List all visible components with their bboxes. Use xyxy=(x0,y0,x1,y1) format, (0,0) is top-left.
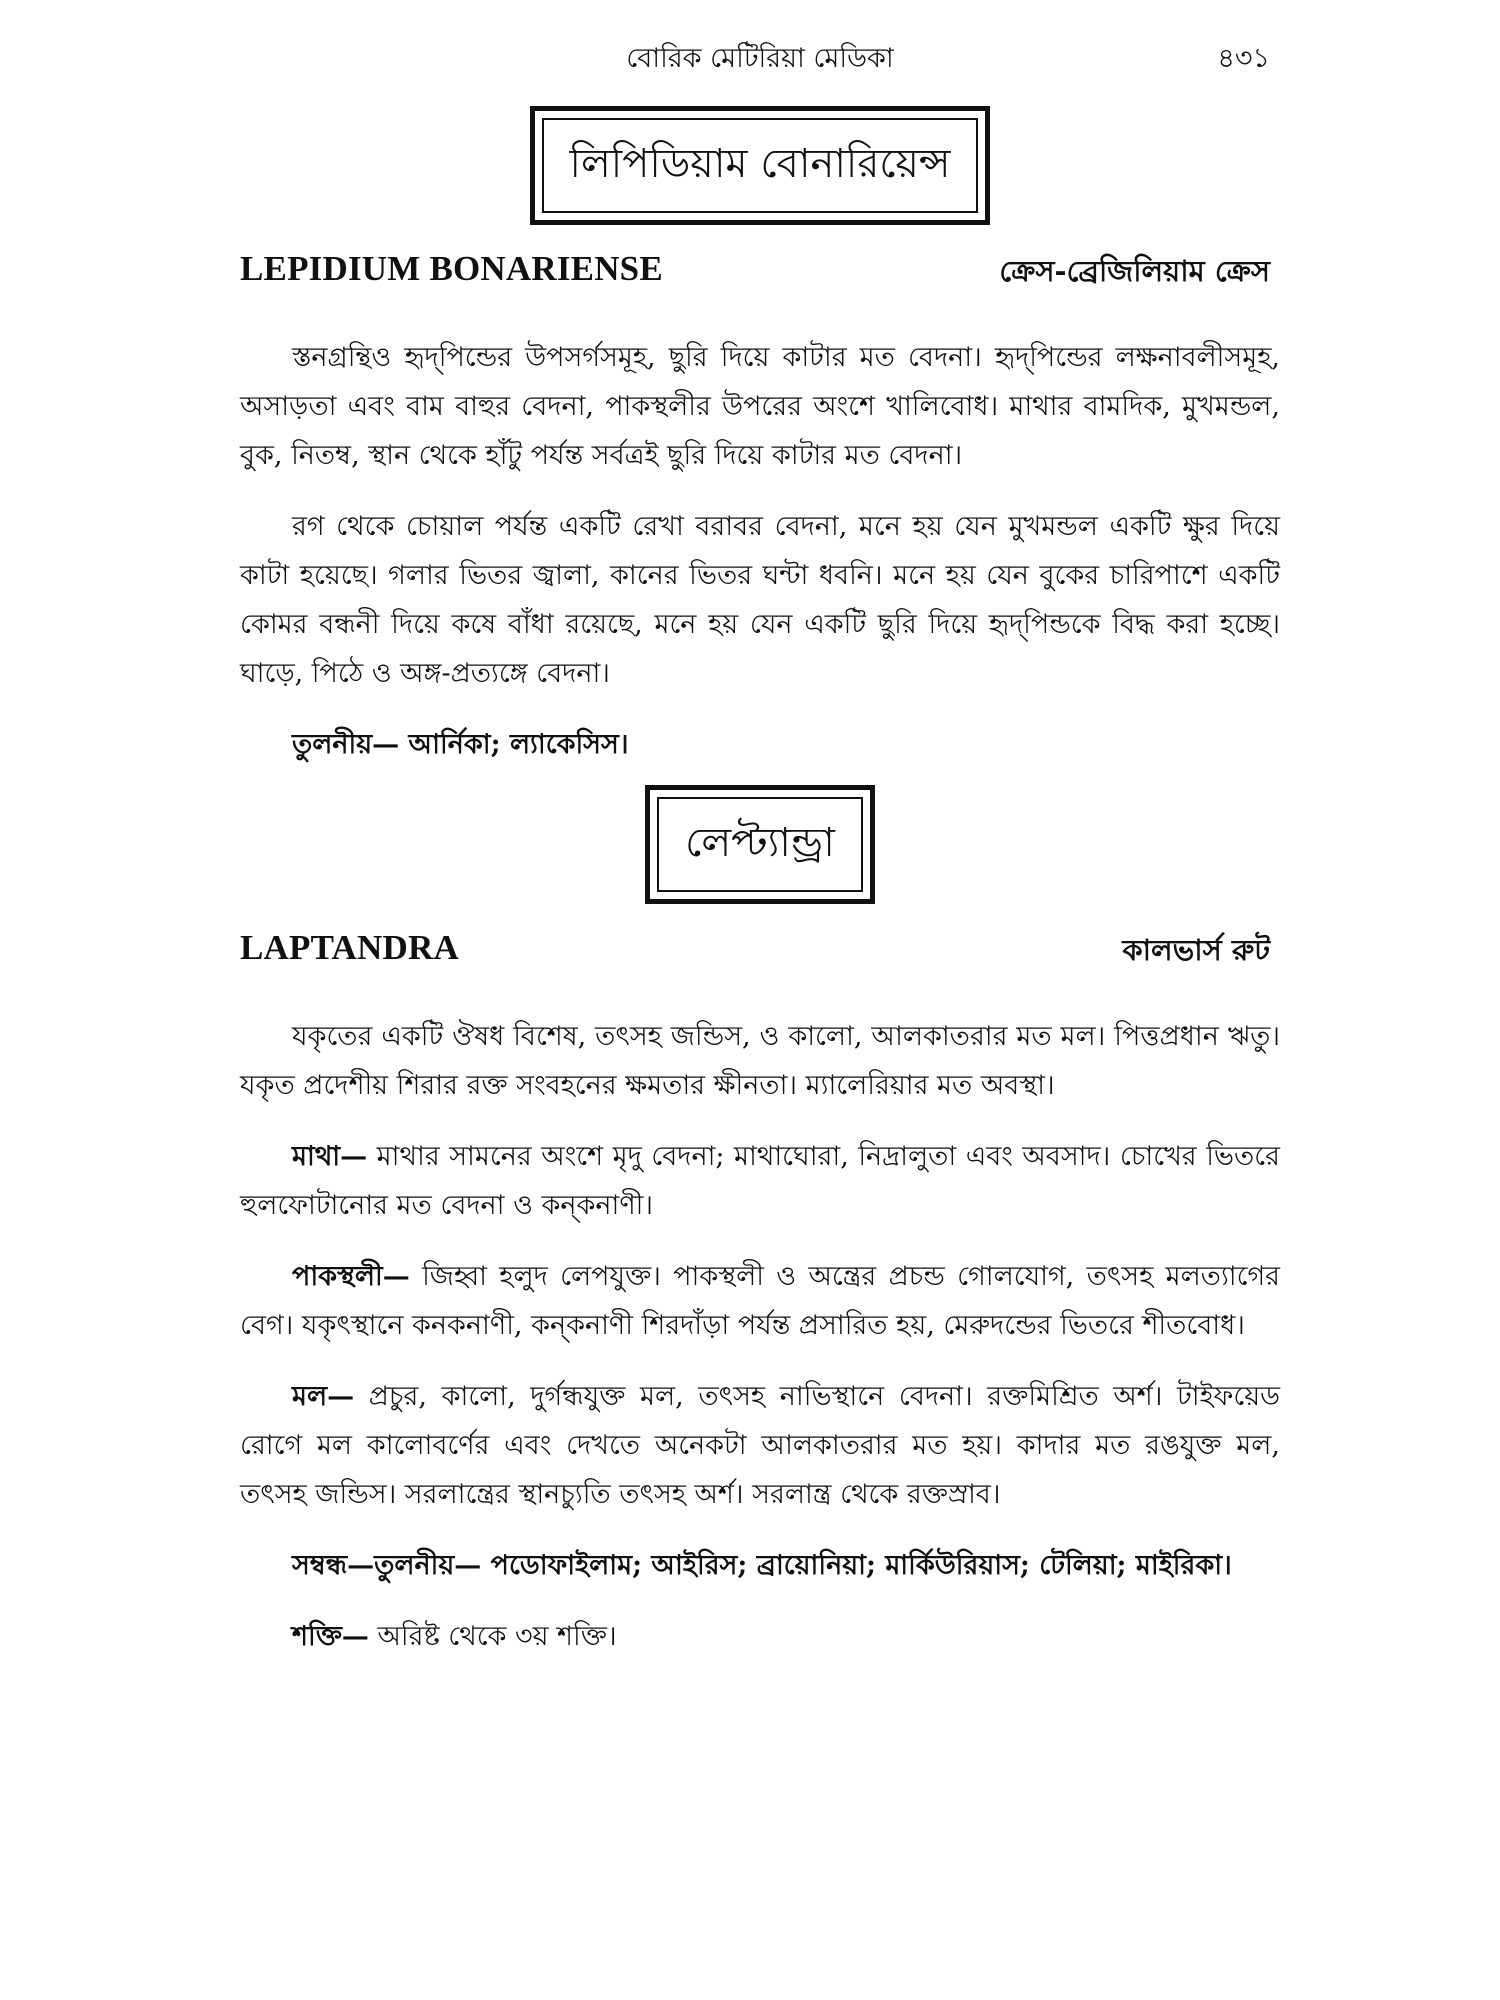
paragraph-text: জিহ্বা হলুদ লেপযুক্ত। পাকস্থলী ও অন্ত্রের প্রচন্ড গোলযোগ, তৎসহ মলত্যাগের বেগ। যকৃৎস্থানে কনকনাণী, কন্‌কনাণী শিরদাঁড়া পর্যন্ত প্রসারিত হয়, মেরুদন্ডের ভিতরে শীতবোধ। xyxy=(240,1261,1280,1341)
latin-name: LAPTANDRA xyxy=(240,928,459,967)
name-row xyxy=(240,922,1280,978)
name-row xyxy=(240,243,1280,299)
paragraph-text: প্রচুর, কালো, দুর্গন্ধযুক্ত মল, তৎসহ নাভিস্থানে বেদনা। রক্তমিশ্রিত অর্শ। টাইফয়েড রোগে মল কালোবর্ণের এবং দেখতে অনেকটা আলকাতরার মত হয়। কাদার মত রঙযুক্ত মল, তৎসহ জন্ডিস। সরলান্ত্রের স্থানচ্যুতি তৎসহ অর্শ। সরলান্ত্র থেকে রক্তস্রাব। xyxy=(240,1381,1280,1510)
page xyxy=(240,30,1280,1970)
boxed-heading xyxy=(645,785,875,904)
paragraph xyxy=(240,333,1280,480)
common-name: কালভার্স রুট xyxy=(1122,933,1270,967)
paragraph-text: মাথার সামনের অংশে মৃদু বেদনা; মাথাঘোরা, নিদ্রালুতা এবং অবসাদ। চোখের ভিতরে হুলফোটানোর মত বেদনা ও কন্‌কনাণী। xyxy=(240,1141,1280,1221)
boxed-heading-title: লিপিডিয়াম বোনারিয়েন্স xyxy=(542,118,979,213)
paragraph xyxy=(240,1372,1280,1519)
latin-name: LEPIDIUM BONARIENSE xyxy=(240,249,663,288)
common-name: ক্রেস-ব্রেজিলিয়াম ক্রেস xyxy=(999,254,1270,288)
boxed-heading xyxy=(530,106,991,225)
paragraph xyxy=(240,1132,1280,1230)
running-header xyxy=(240,30,1280,90)
paragraph xyxy=(240,720,1280,769)
paragraph-lead: পাকস্থলী— xyxy=(292,1261,410,1292)
running-title: বোরিক মেটিরিয়া মেডিকা xyxy=(626,43,894,74)
monograph-section xyxy=(240,785,1280,1661)
paragraph xyxy=(240,1612,1280,1661)
boxed-heading-title: লেপ্ট্যান্ড্রা xyxy=(657,797,863,892)
paragraph-text: রগ থেকে চোয়াল পর্যন্ত একটি রেখা বরাবর বেদনা, মনে হয় যেন মুখমন্ডল একটি ক্ষুর দিয়ে কাটা হয়েছে। গলার ভিতর জ্বালা, কানের ভিতর ঘন্টা ধবনি। মনে হয় যেন বুকের চারিপাশে একটি কোমর বন্ধনী দিয়ে কষে বাঁধা রয়েছে, মনে হয় যেন একটি ছুরি দিয়ে হৃদ্‌পিন্ডকে বিদ্ধ করা হচ্ছে। ঘাড়ে, পিঠে ও অঙ্গ-প্রত্যঙ্গে বেদনা। xyxy=(240,511,1280,689)
page-number: ৪৩১ xyxy=(1217,43,1270,74)
paragraph xyxy=(240,1541,1280,1590)
paragraph-lead: মাথা— xyxy=(292,1141,368,1172)
paragraph-lead: সম্বন্ধ—তুলনীয়— পডোফাইলাম; আইরিস; ব্রায়োনিয়া; মার্কিউরিয়াস; টেলিয়া; মাইরিকা। xyxy=(292,1550,1232,1581)
paragraph xyxy=(240,502,1280,698)
paragraph-lead: শক্তি— xyxy=(292,1621,369,1652)
paragraph-text: অরিষ্ট থেকে ৩য় শক্তি। xyxy=(368,1621,617,1652)
paragraph-text: যকৃতের একটি ঔষধ বিশেষ, তৎসহ জন্ডিস, ও কালো, আলকাতরার মত মল। পিত্তপ্রধান ঋতু। যকৃত প্রদেশীয় শিরার রক্ত সংবহনের ক্ষমতার ক্ষীনতা। ম্যালেরিয়ার মত অবস্থা। xyxy=(240,1021,1280,1101)
paragraph xyxy=(240,1252,1280,1350)
paragraph xyxy=(240,1012,1280,1110)
monograph-section xyxy=(240,106,1280,769)
paragraph-text: স্তনগ্রন্থিও হৃদ্‌পিন্ডের উপসর্গসমূহ, ছুরি দিয়ে কাটার মত বেদনা। হৃদ্‌পিন্ডের লক্ষনাবলীসমূহ, অসাড়তা এবং বাম বাহুর বেদনা, পাকস্থলীর উপরের অংশে খালিবোধ। মাথার বামদিক, মুখমন্ডল, বুক, নিতম্ব, স্থান থেকে হাঁটু পর্যন্ত সর্বত্রই ছুরি দিয়ে কাটার মত বেদনা। xyxy=(240,342,1280,471)
paragraph-lead: মল— xyxy=(292,1381,355,1412)
paragraph-lead: তুলনীয়— আর্নিকা; ল্যাকেসিস। xyxy=(292,729,629,760)
